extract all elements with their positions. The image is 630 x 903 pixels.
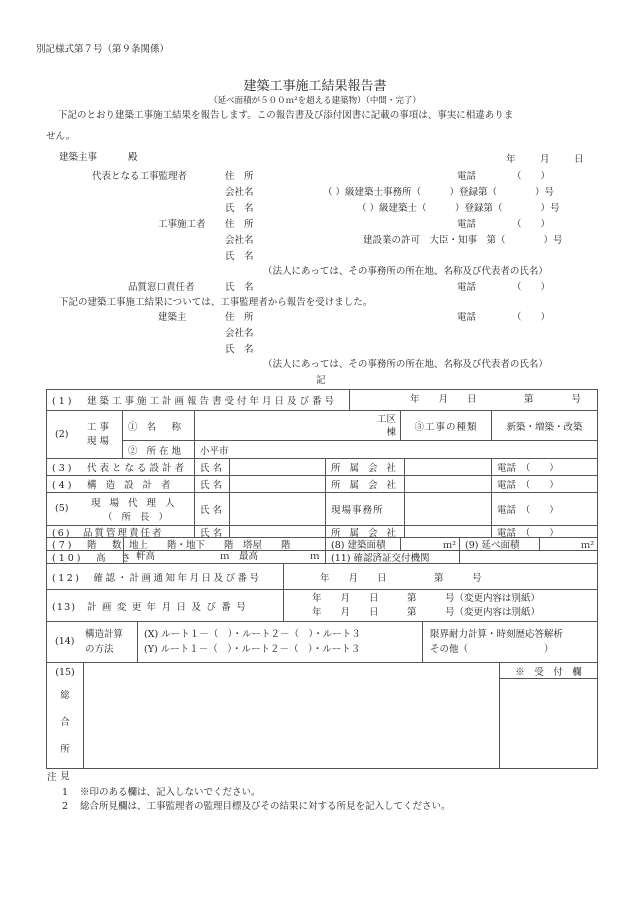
r10-max-label: ｍ 最高: [220, 551, 259, 563]
addressee: 建築主事: [59, 152, 98, 163]
quality-phone-label: 電話: [457, 282, 477, 293]
r13-label: (13) 計 画 変 更 年 月 日 及 び 番 号: [46, 589, 284, 622]
r4-name-label: 氏名: [194, 475, 230, 493]
quality-label: 品質窓口責任者: [128, 282, 195, 293]
r14-number: (14): [55, 636, 75, 648]
r1-value[interactable]: [349, 389, 598, 411]
r15-char: 合: [60, 717, 70, 728]
notes-heading: 注: [47, 772, 57, 783]
construction-license: 建設業の許可 大臣・知事 第（ ）号: [363, 235, 563, 246]
corporate-note: （法人にあっては、その事務所の所在地、名称及び代表者の氏名）: [263, 266, 548, 277]
r2-number: (2): [55, 428, 69, 440]
r15-char: 総: [60, 690, 70, 701]
r4-name-field[interactable]: [229, 475, 326, 493]
r5-name-field[interactable]: [229, 492, 326, 526]
owner-label: 建築主: [158, 312, 187, 323]
r14-route-x: (X) ルート１－（ ）・ルート２－（ ）・ルート３: [144, 629, 361, 640]
r14-label-b: の方法: [85, 644, 114, 655]
supervisor-phone-paren: （ ）: [512, 171, 551, 182]
note-1: ※印のある欄は、記入しないでください。: [80, 787, 261, 798]
r2-tou: 棟: [386, 427, 396, 438]
supervisor-phone-label: 電話: [457, 171, 477, 182]
r7-floors-field[interactable]: 地上 階・地下 階 塔屋 階: [123, 537, 326, 551]
r5-site-office-label: 現場事務所: [325, 492, 405, 526]
supervisor-address-label: 住 所: [225, 171, 254, 182]
r13-field[interactable]: [283, 589, 598, 622]
owner-phone-label: 電話: [457, 312, 477, 323]
r2-name-label: ① 名 称: [122, 410, 195, 441]
contractor-company-label: 会社名: [225, 235, 254, 246]
r10-label: (10) 高 さ: [46, 550, 124, 564]
r3-label: (3) 代表となる設計者: [46, 458, 195, 476]
r2-location-label: ② 所在地: [122, 440, 195, 459]
r15-findings-field[interactable]: [83, 662, 500, 769]
ki-heading: 記: [316, 375, 326, 386]
r2-label-a: 工 事: [87, 422, 110, 433]
quality-name-label: 氏 名: [225, 282, 254, 293]
r1-date: 年 月 日: [410, 394, 477, 406]
r10-unit: ｍ: [310, 551, 320, 563]
architect-registration: （ ）級建築士（ ）登録第（ ）号: [357, 203, 560, 214]
r2-location-field[interactable]: 小平市: [194, 440, 598, 459]
r14-route-y: (Y) ルート１－（ ）・ルート２－（ ）・ルート３: [144, 644, 361, 655]
contractor-phone-label: 電話: [457, 219, 477, 230]
r14-label: [46, 621, 138, 663]
r10-eave-label: 軒高: [136, 551, 156, 563]
reception-field: [499, 678, 598, 769]
r9-label: (9) 延べ面積: [459, 537, 540, 551]
r6-label: (6) 品質管理責任者: [46, 525, 195, 538]
owner-address-label: 住 所: [225, 312, 254, 323]
r5-phone[interactable]: 電話 （ ）: [491, 492, 598, 526]
r1-label: (1) 建築工事施工計画報告書受付年月日及び番号: [46, 389, 350, 411]
r10-height-field[interactable]: [123, 550, 326, 564]
r2-label: [46, 410, 123, 459]
addressee-suffix: 殿: [128, 152, 138, 163]
contractor-label: 工事施工者: [158, 219, 206, 230]
r3-name-field[interactable]: [229, 458, 326, 476]
r2-type-value[interactable]: 新築・増築・改築: [491, 410, 598, 441]
r15-number: (15): [55, 667, 75, 678]
r8-building-area-field[interactable]: ｍ²: [400, 537, 460, 551]
r12-field[interactable]: 年 月 日 第 号: [283, 563, 598, 590]
intro-text: 下記のとおり建築工事施工結果を報告します。この報告書及び添付図書に記載の事項は、事実に相違ありま: [58, 110, 514, 121]
r7-label: (7) 階 数: [46, 537, 124, 551]
r14-other-a: 限界耐力計算・時刻歴応答解析: [430, 629, 564, 640]
r8-label: (8) 建築面積: [325, 537, 401, 551]
owner-phone-paren: （ ）: [512, 312, 551, 323]
date-year: 年: [506, 154, 516, 165]
form-number: 別記様式第７号（第９条関係）: [36, 44, 170, 55]
r9-total-area-field[interactable]: ｍ²: [539, 537, 598, 551]
r2-type-label: ③工事の種類: [400, 410, 492, 441]
note-2-number: 2: [62, 801, 69, 812]
r15-char: 所: [60, 744, 70, 755]
r5-name-label: 氏名: [194, 492, 230, 526]
r6-phone[interactable]: 電話 （ ）: [491, 525, 598, 538]
note-2: 総合所見欄は、工事監理者の監理目標及びその結果に対する所見を記入してください。: [80, 801, 451, 812]
contractor-phone-paren: （ ）: [512, 219, 551, 230]
supervisor-label: 代表となる工事監理者: [92, 171, 188, 182]
contractor-name-label: 氏 名: [225, 251, 254, 262]
r2-kouku: 工区: [376, 414, 396, 425]
r2-label-b: 現 場: [87, 436, 110, 447]
r3-affiliation-label: 所 属 会 社: [325, 458, 405, 476]
r11-label: (11) 確認済証交付機関: [325, 550, 460, 564]
r5-number: (5): [55, 503, 69, 515]
r3-phone[interactable]: 電話 （ ）: [491, 458, 598, 476]
r5-label-a: 現 場 代 理 人: [91, 498, 178, 509]
r3-affiliation-field[interactable]: [404, 458, 492, 476]
r4-phone[interactable]: 電話 （ ）: [491, 475, 598, 493]
r15-label: [46, 662, 84, 782]
reception-label: ※ 受 付 欄: [499, 662, 598, 679]
contractor-address-label: 住 所: [225, 219, 254, 230]
r3-name-label: 氏名: [194, 458, 230, 476]
quality-phone-paren: （ ）: [512, 282, 551, 293]
r6-affiliation-label: 所 属 会 社: [325, 525, 405, 538]
owner-corporate-note: （法人にあっては、その事務所の所在地、名称及び代表者の氏名）: [263, 359, 548, 370]
r6-name-label: 氏名: [194, 525, 230, 538]
owner-statement: 下記の建築工事施工結果については、工事監理者から報告を受けました。: [59, 297, 373, 308]
r1-number: 第 号: [524, 394, 582, 406]
r4-label: (4) 構 造 設 計 者: [46, 475, 195, 493]
r11-field[interactable]: [459, 550, 598, 564]
page-subtitle: （延べ面積が５００ｍ²を超える建築物）（中間・完了）: [209, 96, 421, 106]
date-month: 月: [540, 154, 550, 165]
r15-char: 見: [60, 771, 70, 782]
r4-affiliation-field[interactable]: [404, 475, 492, 493]
r14-other-methods[interactable]: [422, 621, 598, 663]
date-day: 日: [574, 154, 584, 165]
note-1-number: 1: [62, 787, 69, 798]
r13-line-1: 年 月 日 第 号（変更内容は別紙）: [312, 593, 541, 604]
page-title: 建築工事施工結果報告書: [243, 79, 387, 94]
r14-routes[interactable]: [137, 621, 423, 663]
r14-other-b: その他（ ）: [430, 644, 554, 655]
r13-line-2: 年 月 日 第 号（変更内容は別紙）: [312, 607, 541, 618]
r5-site-office-field[interactable]: [404, 492, 492, 526]
r4-affiliation-label: 所 属 会 社: [325, 475, 405, 493]
supervisor-name-label: 氏 名: [225, 203, 254, 214]
architect-office-registration: （ ）級建築士事務所（ ）登録第（ ）号: [323, 187, 555, 198]
r2-name-field[interactable]: [194, 410, 401, 441]
owner-name-label: 氏 名: [225, 344, 254, 355]
r5-label: [46, 492, 195, 526]
intro-text-continued: せん。: [46, 131, 76, 142]
r14-label-a: 構造計算: [85, 629, 124, 640]
r5-label-b: （ 所 長 ）: [103, 512, 172, 523]
r12-label: (12) 確認・計画通知年月日及び番号: [46, 563, 284, 590]
supervisor-company-label: 会社名: [225, 187, 254, 198]
owner-company-label: 会社名: [225, 328, 254, 339]
